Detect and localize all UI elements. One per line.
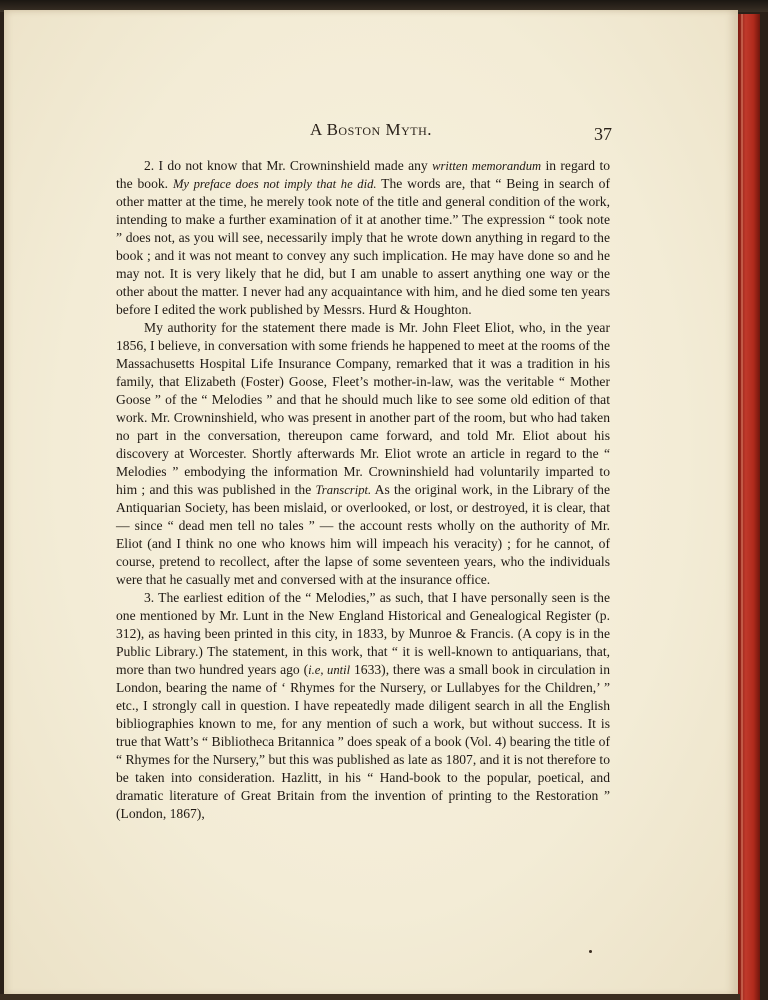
running-head xyxy=(4,120,738,140)
red-cover-edge xyxy=(738,14,760,1000)
running-head-text: A Boston Myth. xyxy=(310,120,432,139)
book-page xyxy=(4,10,738,996)
body-text xyxy=(116,157,610,823)
paragraph: My authority for the statement there made is Mr. John Fleet Eliot, who, in the year 1856, I believe, in conversation with some friends he happened to meet at the rooms of the Massachusetts Hospital Life Insurance Company, remarked that it was a tradition in his family, that Elizabeth (Foster) Goose, Fleet’s mother-in-law, was the veritable “ Mother Goose ” of the “ Melodies ” and that he should much like to see some old edition of that work. Mr. Crowninshield, who was present in another part of the room, but who had taken no part in the conversation, thereupon came forward, and told Mr. Eliot about his discovery at Worcester. Shortly afterwards Mr. Eliot wrote an article in regard to the “ Melodies ” embodying the information Mr. Crowninshield had voluntarily imparted to him ; and this was published in the Transcript. As the original work, in the Library of the Antiquarian Society, has been mislaid, or overlooked, or lost, or destroyed, it is clear, that — since “ dead men tell no tales ” — the account rests wholly on the authority of Mr. Eliot (and I think no one who knows him will impeach his veracity) ; for he cannot, of course, pretend to recollect, after the lapse of some seventeen years, who the individuals were that he casually met and conversed with at the insurance office. xyxy=(116,320,610,587)
italic-text: My preface does not imply that he did. xyxy=(172,177,377,191)
ink-speck xyxy=(589,950,592,953)
page-number: 37 xyxy=(594,124,612,144)
paragraph: 3. The earliest edition of the “ Melodies,” as such, that I have personally seen is the one mentioned by Mr. Lunt in the New England Historical and Genealogical Register (p. 312), as having been printed in this city, in 1833, by Munroe & Francis. (A copy is in the Public Library.) The statement, in this work, that “ it is well-known to antiquarians, that, more than two hundred years ago (i.e, until 1633), there was a small book in circulation in London, bearing the name of ‘ Rhymes for the Nursery, or Lullabyes for the Children,’ ” etc., I strongly call in question. I have repeatedly made diligent search in all the English bibliographies known to me, for any mention of such a work, but without success. It is true that Watt’s “ Bibliotheca Britannica ” does speak of a book (Vol. 4) bearing the title of “ Rhymes for the Nursery,” but this was published as late as 1807, and it is not therefore to be taken into consideration. Hazlitt, in his “ Hand-book to the popular, poetical, and dramatic literature of Great Britain from the invention of printing to the Restoration ” (London, 1867), xyxy=(116,590,611,821)
paragraph: 2. I do not know that Mr. Crowninshield made any written memorandum in regard to the book. My preface does not imply that he did. The words are, that “ Being in search of other matter at the time, he merely took note of the title and general condition of the work, intending to make a further examination of it at another time.” The expression “ took note ” does not, as you will see, necessarily imply that he wrote down anything in regard to the book ; and it was not meant to convey any such implication. He may have done so and he may not. It is very likely that he did, but I am unable to assert anything one way or the other about the matter. I never had any acquaintance with him, and he died some ten years before I edited the work published by Messrs. Hurd & Houghton. xyxy=(116,158,611,317)
italic-text: written memorandum xyxy=(432,159,542,173)
italic-text: i.e, until xyxy=(308,663,351,677)
italic-text: Transcript. xyxy=(315,483,372,497)
book-bottom-edge xyxy=(0,994,740,1000)
